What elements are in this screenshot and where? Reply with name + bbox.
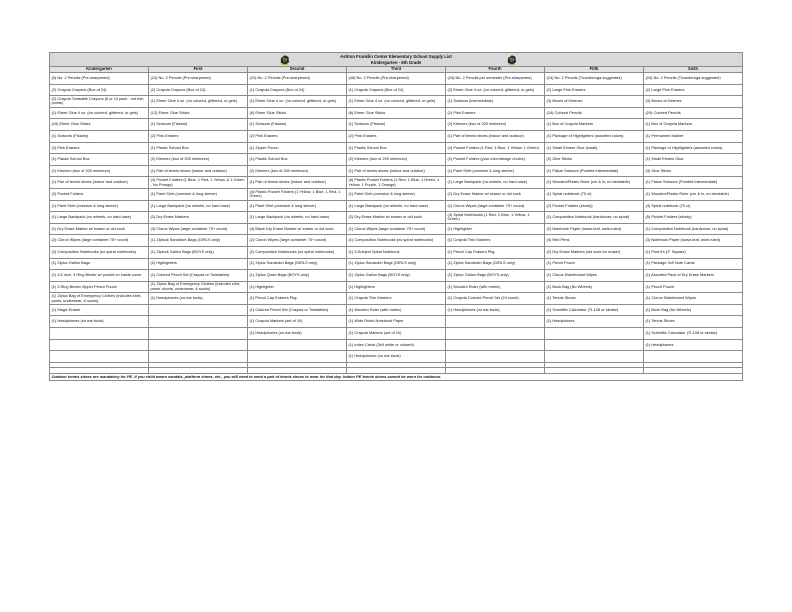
- supply-item-cell: (3) Boxes of Kleenex: [545, 96, 644, 108]
- supply-item-cell: [149, 351, 248, 363]
- supply-item-cell: (1) Ziploc Quart Bags (BOYS only): [248, 270, 347, 282]
- supply-item-cell: [149, 339, 248, 351]
- supply-item-cell: (1) Pair of tennis shoes (indoor and outdoor): [149, 165, 248, 177]
- supply-item-cell: (1) Box of Crayola Markers: [545, 119, 644, 131]
- school-name: Ashton Franklin Center Elementary School Supply List: [340, 54, 452, 60]
- supply-item-cell: (1) Highlighter: [248, 281, 347, 293]
- supply-item-cell: (1) Large Backpack (no wheels, no hard case): [149, 200, 248, 212]
- supply-item-cell: (24) No. 2 Pencils (Ticonderoga suggested): [644, 73, 743, 85]
- supply-item-cell: (1) Crayola Thin Markers: [347, 293, 446, 305]
- supply-item-cell: (5) Pocket Folders (sturdy): [644, 212, 743, 224]
- supply-item-cell: [50, 328, 149, 340]
- supply-item-cell: (3) Glue Sticks: [644, 165, 743, 177]
- supply-item-cell: (1) Book Bag (No Wheels): [644, 304, 743, 316]
- table-row: [50, 339, 743, 351]
- supply-item-cell: (12) Elmer Glue Sticks: [149, 107, 248, 119]
- tiger-mascot-icon: [278, 54, 291, 66]
- supply-item-cell: (1) Crayola Crayons (Box of 24): [248, 84, 347, 96]
- supply-item-cell: [446, 328, 545, 340]
- supply-item-cell: (1) Ziploc Gallon Bags (BOYS only): [446, 270, 545, 282]
- supply-item-cell: (2) Pocket Folders: [50, 188, 149, 200]
- supply-item-cell: (2) Glue Sticks: [545, 154, 644, 166]
- table-row: [50, 270, 743, 282]
- supply-item-cell: (1) Pencil Cap Erasers Pkg.: [248, 293, 347, 305]
- supply-item-cell: (1) Scissors (Fiskars): [149, 119, 248, 131]
- table-row: [50, 130, 743, 142]
- supply-item-cell: (24) No. 2 Pencils per semester (Pre-sharpened): [446, 73, 545, 85]
- supply-item-cell: (1) 3 Ring Binder Zipper Pencil Pouch: [50, 281, 149, 293]
- supply-item-cell: (1) Large Backpack (no wheels, no hard case): [50, 212, 149, 224]
- supply-item-cell: (2) Kleenex (box of 200 minimum): [248, 165, 347, 177]
- supply-item-cell: (2) Dry Erase Markers (old sock for eraser): [545, 246, 644, 258]
- supply-item-cell: (6) No. 2 Pencils (Pre-sharpened): [50, 73, 149, 85]
- supply-item-cell: (1) Paint Shirt (oversize & long sleeve): [347, 188, 446, 200]
- supply-item-cell: (1) Paint Shirt (oversize & long sleeve): [50, 200, 149, 212]
- supply-item-cell: (1) Scientific Calculator (TI-108 or similar): [545, 304, 644, 316]
- supply-item-cell: (1) Ziploc Bag of Emergency Clothes (includes shirt, pants, underwear, & socks): [50, 293, 149, 305]
- supply-item-cell: (24) No. 2 Pencils (Pre-sharpened): [149, 73, 248, 85]
- supply-item-cell: (1) Pair of tennis shoes (indoor and outdoor): [50, 177, 149, 189]
- supply-item-cell: [50, 339, 149, 351]
- supply-item-cell: (1) Paint Shirt (oversize & long sleeve): [149, 188, 248, 200]
- grade-header-sixth: Sixth: [644, 67, 743, 73]
- supply-item-cell: (2) Pink Erasers: [347, 130, 446, 142]
- supply-item-cell: (1) Crayola Markers (set of 10): [347, 328, 446, 340]
- supply-item-cell: (1) Clorox Wipes (large container 75+ count): [446, 200, 545, 212]
- supply-item-cell: (1) Elmer Glue 4 oz. (no colored, glittered, or gels): [248, 96, 347, 108]
- table-row: [50, 200, 743, 212]
- supply-item-cell: (1) Book Bag (No Wheels): [545, 281, 644, 293]
- supply-item-cell: (1) Scissors (Fiskars): [248, 119, 347, 131]
- supply-item-cell: (1) Clorox Disinfectant Wipes: [545, 270, 644, 282]
- supply-item-cell: [248, 339, 347, 351]
- table-row: [50, 165, 743, 177]
- supply-item-cell: (1) Ziploc Gallon Bags: [50, 258, 149, 270]
- supply-item-cell: (1) Pencil Cap Erasers Pkg.: [446, 246, 545, 258]
- supply-item-cell: (2) Clorox Wipes (large container 75+ count): [50, 235, 149, 247]
- supply-item-cell: [644, 351, 743, 363]
- supply-item-cell: [149, 304, 248, 316]
- supply-item-cell: (4) Pocket Folders (1 Red, 1 Blue, 1 Yellow, 1 Green): [446, 142, 545, 154]
- supply-item-cell: (2) Pink Erasers: [248, 130, 347, 142]
- supply-item-cell: (1) Elmer Glue 4 oz. (no colored, glittered, or gels): [347, 96, 446, 108]
- supply-item-cell: (1) Small Elmers Glue (small): [545, 142, 644, 154]
- supply-item-cell: (1) Assorted Pack of Dry Erase Markers: [644, 270, 743, 282]
- supply-item-cell: (1) Crayola Crayons (Box of 24): [347, 84, 446, 96]
- supply-list-table: [49, 52, 743, 381]
- supply-list-sheet: [49, 52, 742, 381]
- supply-item-cell: (1) Ziploc Sandwich Bags (GIRLS only): [446, 258, 545, 270]
- table-row: [50, 293, 743, 305]
- supply-item-cell: (1) Elmer Glue 4 oz. (no colored, glittered, or gels): [50, 107, 149, 119]
- supply-item-cell: (1) Fiskar Scissors (Pointed Intermediate): [545, 165, 644, 177]
- table-row: [50, 316, 743, 328]
- supply-item-cell: (1) Wooden/Plastic Ruler (cm & in, no bendable): [644, 188, 743, 200]
- supply-item-cell: (1) Package 3x5 Note Cards: [644, 258, 743, 270]
- supply-item-cell: (24) Colored Pencils: [644, 107, 743, 119]
- supply-item-cell: (24) No. 2 Pencils (Ticonderoga suggested): [545, 73, 644, 85]
- supply-item-cell: [545, 351, 644, 363]
- supply-item-cell: (1) Plastic School Box: [50, 154, 149, 166]
- supply-item-cell: (1) Scientific Calculator (TI-108 or similar): [644, 328, 743, 340]
- table-row: [50, 84, 743, 96]
- supply-item-cell: (1) Small Elmers Glue: [644, 154, 743, 166]
- supply-item-cell: (1) Wooden Ruler (with metric): [446, 281, 545, 293]
- supply-item-cell: (2) Pink Erasers: [149, 130, 248, 142]
- supply-item-cell: (1) Permanent Marker: [644, 130, 743, 142]
- supply-item-cell: (2) Notebook Paper (loose-leaf, wide-ruled): [545, 223, 644, 235]
- supply-item-cell: (1) Headphones (no ear buds): [248, 328, 347, 340]
- supply-item-cell: (1) Ziploc Sandwich Bags (GIRLS only): [347, 258, 446, 270]
- supply-item-cell: (1) Wide Ruled Notebook Paper: [347, 316, 446, 328]
- supply-item-cell: (6) Elmer Glue Sticks: [347, 107, 446, 119]
- title-banner: [50, 53, 743, 67]
- supply-item-cell: (16) Elmer Glue Sticks: [50, 119, 149, 131]
- supply-item-cell: (1) Composition Notebook (hardcover, no spiral): [644, 223, 743, 235]
- supply-item-cell: (1) Tennis Shoes: [545, 293, 644, 305]
- supply-item-cell: (1) Scissors (intermediate): [446, 96, 545, 108]
- supply-item-cell: (3) Clorox Wipes (large container 75+ count): [149, 223, 248, 235]
- supply-item-cell: (1) Pencil Pouch: [545, 258, 644, 270]
- supply-item-cell: (2) Pink Erasers: [446, 107, 545, 119]
- supply-item-cell: (1) Paint Shirt (oversize & long sleeve): [446, 165, 545, 177]
- supply-item-cell: (1) Large Backpack (no wheels, no hard case): [347, 200, 446, 212]
- supply-item-cell: (4) Red Pens: [545, 235, 644, 247]
- supply-item-cell: (1) Scissors (Fiskars): [50, 130, 149, 142]
- supply-item-cell: (1) Package of Highlighters (assorted colors): [545, 130, 644, 142]
- supply-item-cell: (1) Kleenex (box of 200 minimum): [50, 165, 149, 177]
- supply-item-cell: (1) Composition Notebooks (no spiral notebooks): [347, 235, 446, 247]
- supply-item-cell: (1) Pair of tennis shoes (indoor and outdoor): [347, 165, 446, 177]
- grade-header-fourth: Fourth: [446, 67, 545, 73]
- supply-item-cell: (1) Plastic School Box: [347, 142, 446, 154]
- supply-item-cell: [50, 351, 149, 363]
- supply-item-cell: [149, 328, 248, 340]
- supply-item-cell: (1) Headphones: [644, 339, 743, 351]
- supply-item-cell: (1) Crayola Markers (set of 10): [248, 316, 347, 328]
- supply-item-cell: (1) Large Backpack (no wheels, no hard case): [248, 212, 347, 224]
- supply-item-cell: (2) Large Pink Erasers: [545, 84, 644, 96]
- supply-item-cell: (1) Headphones: [545, 316, 644, 328]
- table-row: [50, 258, 743, 270]
- pe-shoes-note: Outdoor tennis shoes are mandatory for PE. If you child wears sandals, platform shoes, etc., you will need to send a pair of tennis shoes to wear for that day. Indoor PE tennis shoes cannot be worn for outdoors.: [50, 374, 743, 381]
- supply-item-cell: (1) Post it's (2" Square): [644, 246, 743, 258]
- supply-item-cell: (1) Plastic School Box: [248, 154, 347, 166]
- supply-item-cell: (1) Ziploc Sandwich Bags (GIRLS only): [248, 258, 347, 270]
- table-row: [50, 96, 743, 108]
- supply-item-cell: (3) Boxes of Kleenex: [644, 96, 743, 108]
- grade-header-fifth: Fifth: [545, 67, 644, 73]
- supply-item-cell: [545, 328, 644, 340]
- supply-item-cell: (2) Dry Erase Markers: [149, 212, 248, 224]
- supply-item-cell: (2) Composition Notebooks (no spiral notebooks): [248, 246, 347, 258]
- supply-item-cell: (1) 1/2 inch, 3 Ring Binder w/ pocket on inside cover: [50, 270, 149, 282]
- table-row: [50, 177, 743, 189]
- supply-item-cell: (4) Black Dry Erase Marker w/ eraser or old sock: [248, 223, 347, 235]
- supply-item-cell: (2) Pink Erasers: [50, 142, 149, 154]
- supply-item-cell: (1) Scissors (Fiskars): [347, 119, 446, 131]
- supply-item-cell: (2) Elmer Glue 4 oz. (no colored, glittered, or gels): [446, 84, 545, 96]
- supply-item-cell: (1) Wooden Ruler (with metric): [347, 304, 446, 316]
- supply-item-cell: [446, 339, 545, 351]
- supply-item-cell: (1) Crayola Thin Markers: [446, 235, 545, 247]
- table-row: [50, 188, 743, 200]
- supply-item-cell: (1) Dry Erase Marker w/ eraser or old sock: [50, 223, 149, 235]
- supply-item-cell: (1) Ziplock Sandwich Bags (GIRLS only): [149, 235, 248, 247]
- supply-item-cell: (2) Crayola Crayons (Box of 24): [149, 84, 248, 96]
- supply-item-cell: (2) Dry Erase Marker w/ eraser or old sock: [446, 188, 545, 200]
- supply-item-cell: (2) Kleenex (box of 200 minimum): [347, 154, 446, 166]
- table-row: [50, 107, 743, 119]
- table-row: [50, 235, 743, 247]
- grade-header-first: First: [149, 67, 248, 73]
- supply-item-cell: (3) Notebook Paper (loose-leaf, wide-ruled): [644, 235, 743, 247]
- supply-item-cell: (48) No. 2 Pencils (Pre-sharpened): [347, 73, 446, 85]
- supply-item-cell: [545, 339, 644, 351]
- grade-header-second: Second: [248, 67, 347, 73]
- supply-item-cell: (1) Pair of tennis shoes (indoor and outdoor): [248, 177, 347, 189]
- supply-item-cell: (1) Clorox Wipes (large container 75+ count): [347, 223, 446, 235]
- supply-item-cell: (1) Large Backpack (no wheels, no hard case): [446, 177, 545, 189]
- supply-item-cell: (1) Tennis Shoes: [644, 316, 743, 328]
- supply-item-cell: (2) Kleenex (box of 200 minimum): [149, 154, 248, 166]
- supply-item-cell: (4) Spiral Notebooks (1 Red, 1 Blue, 1 Yellow, 1 Green): [446, 212, 545, 224]
- supply-item-cell: (1) Paint Shirt (oversize & long sleeve): [248, 200, 347, 212]
- grade-header-kindergarten: Kindergarten: [50, 67, 149, 73]
- supply-item-cell: (2) Composition Notebooks (no spiral notebooks): [50, 246, 149, 258]
- table-row: [50, 281, 743, 293]
- table-row: [50, 246, 743, 258]
- supply-item-cell: (1) Clorox Disinfectant Wipes: [644, 293, 743, 305]
- supply-item-cell: [446, 351, 545, 363]
- supply-item-cell: (1) Pair of tennis shoes (indoor and outdoor): [446, 130, 545, 142]
- supply-item-cell: (2) Crayola Crayons (Box of 24): [50, 84, 149, 96]
- supply-item-cell: (1) Package of Highlighters (assorted colors): [644, 142, 743, 154]
- table-row: [50, 328, 743, 340]
- table-row: [50, 223, 743, 235]
- supply-item-cell: (1) Zipper Pouch: [248, 142, 347, 154]
- supply-item-cell: (1) Wooden/Plastic Ruler (cm & in, no bendable): [545, 177, 644, 189]
- supply-item-cell: (1) Ziploc Gallon Bags (BOYS only): [347, 270, 446, 282]
- tiger-mascot-icon: [505, 54, 518, 66]
- supply-item-cell: (6) Elmer Glue Sticks: [248, 107, 347, 119]
- supply-item-cell: (2) Clorox Wipes (large container 75+ count): [248, 235, 347, 247]
- supply-item-cell: (1) Magic Eraser: [50, 304, 149, 316]
- supply-item-cell: (1) Headphones (no ear buds): [149, 293, 248, 305]
- supply-item-cell: (1) Colored Pencil Set (Crayola or Twistables): [149, 270, 248, 282]
- supply-item-cell: (1) Pencil Pouch: [644, 281, 743, 293]
- supply-item-cell: (4) Pocket Folders (1 Blue, 1 Red, 1 Yellow, & 1 Green - No Prongs): [149, 177, 248, 189]
- supply-item-cell: (24) Colored Pencils: [545, 107, 644, 119]
- supply-item-cell: (1) 3-Subject Spiral Notebook: [347, 246, 446, 258]
- supply-item-cell: (1) Headphones (no ear buds): [50, 316, 149, 328]
- supply-item-cell: (1) Ziplock Gallon Bags (BOYS only): [149, 246, 248, 258]
- table-row: [50, 154, 743, 166]
- supply-item-cell: (2) Kleenex (box of 200 minimum): [446, 119, 545, 131]
- supply-item-cell: (1) Ziploc Bag of Emergency Clothes (includes shirt, pants, shorts, underwear, & socks): [149, 281, 248, 293]
- table-row: [50, 142, 743, 154]
- grade-range: Kindergarten - 6th Grade: [370, 59, 422, 65]
- table-row: [50, 119, 743, 131]
- supply-item-cell: (1) Highlighters: [347, 281, 446, 293]
- supply-item-cell: (1) Colored Pencil Set (Crayola or Twistables): [248, 304, 347, 316]
- supply-item-cell: (4) Spiral notebook (70 ct): [644, 200, 743, 212]
- supply-item-cell: (24) No. 2 Pencils (Pre-sharpened): [248, 73, 347, 85]
- table-row: [50, 351, 743, 363]
- supply-item-cell: (1) Crayola Colored Pencil Set (24 count): [446, 293, 545, 305]
- supply-item-cell: (2) Pocket Folders (sturdy): [545, 200, 644, 212]
- table-row: [50, 212, 743, 224]
- supply-item-cell: (1) Highlighter: [446, 223, 545, 235]
- supply-item-cell: (1) Index Cards (3x5 white or colored): [347, 339, 446, 351]
- supply-item-cell: (6) Plastic Pocket Folders (1 Red, 1 Blue, 1 Green, 1 Yellow, 1 Purple, 1 Orange): [347, 177, 446, 189]
- supply-item-cell: (1) Box of Crayola Markers: [644, 119, 743, 131]
- supply-item-cell: (1) Fiskar Scissors (Pointed Intermediate): [644, 177, 743, 189]
- supply-item-cell: (1) Elmer Glue 4 oz. (no colored, glittered, or gels): [149, 96, 248, 108]
- supply-item-cell: (1) Headphones (no ear buds): [446, 304, 545, 316]
- supply-item-cell: (2) Crayola Twistable Crayons (8 or 10 pack - not thin points): [50, 96, 149, 108]
- supply-item-cell: (2) Highlighters: [149, 258, 248, 270]
- supply-item-cell: (2) Pocket Folders (your color/design choice): [446, 154, 545, 166]
- supply-item-cell: (1) Plastic School Box: [149, 142, 248, 154]
- supply-item-cell: (1) Spiral notebook (70 ct): [545, 188, 644, 200]
- grade-header-third: Third: [347, 67, 446, 73]
- supply-item-cell: [446, 316, 545, 328]
- table-row: [50, 304, 743, 316]
- supply-item-cell: (1) Composition Notebook (hardcover, no spiral): [545, 212, 644, 224]
- supply-item-cell: (4) Plastic Pocket Folders (1 Yellow, 1 Blue, 1 Red, 1 Green): [248, 188, 347, 200]
- table-row: [50, 73, 743, 85]
- supply-item-cell: [248, 351, 347, 363]
- supply-item-cell: (2) Dry Erase Marker w/ eraser or old sock: [347, 212, 446, 224]
- supply-item-cell: (1) Headphones (no ear buds): [347, 351, 446, 363]
- supply-item-cell: (2) Large Pink Erasers: [644, 84, 743, 96]
- supply-item-cell: [149, 316, 248, 328]
